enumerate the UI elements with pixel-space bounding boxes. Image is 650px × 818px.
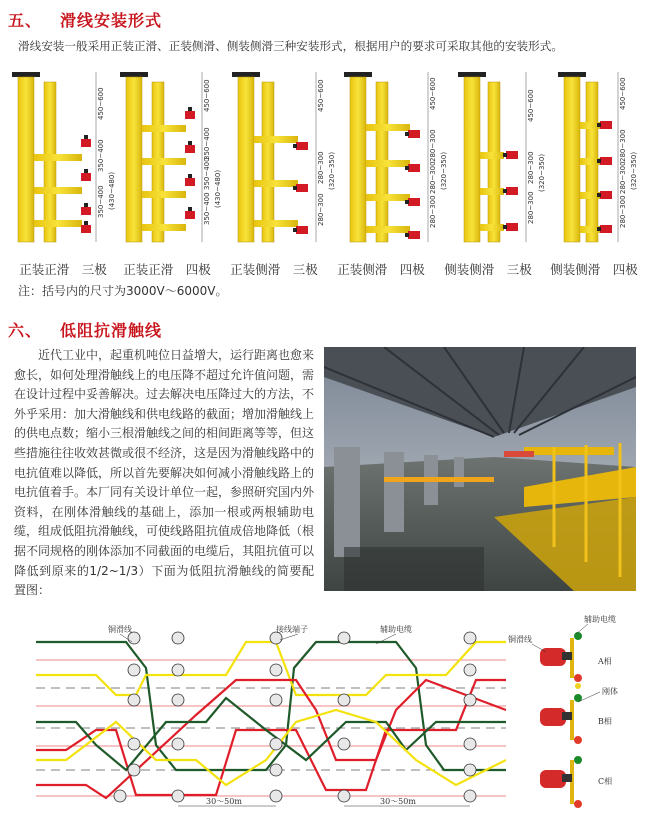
section5-number: 五、 bbox=[8, 11, 43, 30]
section6-title: 低阻抗滑触线 bbox=[60, 321, 163, 340]
dim-top: 450~600 bbox=[317, 79, 325, 112]
mount-unit-4 bbox=[344, 72, 448, 242]
dim-mid: 350~400 bbox=[203, 192, 211, 225]
dim-mid: 350~400 bbox=[203, 157, 211, 190]
dim-hv: (430~480) bbox=[108, 171, 116, 210]
phase-b-label: B相 bbox=[598, 717, 612, 726]
dim-mid: 280~300 bbox=[619, 129, 627, 162]
dim-mid: 280~300 bbox=[619, 195, 627, 228]
low-impedance-wiring-diagram bbox=[36, 620, 506, 818]
dim-mid: 280~300 bbox=[527, 191, 535, 224]
section6-heading bbox=[8, 318, 162, 341]
phase-c-label: C相 bbox=[598, 777, 613, 786]
dim-mid: 280~300 bbox=[317, 151, 325, 184]
cross-section-c bbox=[540, 756, 582, 808]
dim-hv: (320~350) bbox=[538, 153, 546, 192]
cross-section-a bbox=[540, 632, 582, 689]
dim-top: 450~600 bbox=[527, 89, 535, 122]
mount-unit-1 bbox=[12, 72, 116, 242]
dim-mid: 280~300 bbox=[317, 193, 325, 226]
cross-section-b bbox=[540, 694, 582, 744]
caption-5: 侧装侧滑 三极 bbox=[444, 262, 532, 277]
dim-hv: (320~350) bbox=[630, 151, 638, 190]
section6-number: 六、 bbox=[8, 321, 43, 340]
caption-6: 侧装侧滑 四极 bbox=[550, 262, 638, 277]
phase-a-label: A相 bbox=[598, 657, 612, 666]
label-aux-cable: 辅助电缆 bbox=[380, 625, 412, 634]
section-label-copper: 铜滑线 bbox=[508, 635, 532, 644]
dim-hv: (320~350) bbox=[440, 151, 448, 190]
voltage-note: 注：括号内的尺寸为3000V～6000V。 bbox=[18, 284, 228, 298]
crane-workshop-photo bbox=[324, 347, 636, 591]
section-label-aux: 辅助电缆 bbox=[584, 615, 616, 624]
section5-title: 滑线安装形式 bbox=[60, 11, 163, 30]
section5-heading bbox=[8, 8, 162, 31]
dim-mid: 280~300 bbox=[429, 129, 437, 162]
section-label-rigid: 刚体 bbox=[602, 687, 618, 696]
mount-unit-5 bbox=[458, 72, 546, 242]
wiring-lines bbox=[36, 642, 506, 798]
dim-mid: 280~300 bbox=[527, 151, 535, 184]
dim-mid: 350~400 bbox=[97, 185, 105, 218]
dim-mid: 280~300 bbox=[429, 195, 437, 228]
mount-unit-6 bbox=[558, 72, 638, 242]
section6-paragraph bbox=[14, 346, 314, 601]
span-label-1: 30～50m bbox=[206, 797, 242, 806]
mount-unit-3 bbox=[232, 72, 336, 242]
caption-1: 正装正滑 三极 bbox=[19, 262, 107, 277]
dim-mid: 350~400 bbox=[97, 139, 105, 172]
label-terminal: 接线端子 bbox=[276, 625, 308, 634]
paragraph-text: 近代工业中，起重机吨位日益增大，运行距离也愈来愈长，如何处理滑触线上的电压降不超过允许值问题，需在设计过程中妥善解决。过去解决电压降过大的方法，不外乎采用：加大滑触线和供电线路的截面；增加滑触线上的供电点数；缩小三根滑触线之间的相间距离等等，但这些措施往往收效甚微或很不经济，这是因为滑触线路中的电抗值难以降低，所以首先要解决如何减小滑触线路上的电抗值着手。本厂同有关设计单位一起，参照研究国内外资料，在刚体滑触线的基础上，添加一根或两根辅助电缆，组成低阻抗滑触线，可使线路阻抗值成倍地降低（根据不同规格的刚体添加不同截面的电缆后，其阻抗值可以降低到原来的1/2~1/3）下面为低阻抗滑触线的简要配置图： bbox=[14, 348, 315, 598]
span-label-2: 30～50m bbox=[380, 797, 416, 806]
cross-section-diagram bbox=[506, 608, 646, 813]
dim-mid: 280~300 bbox=[619, 161, 627, 194]
dim-mid: 350~400 bbox=[203, 127, 211, 160]
mounting-forms-diagram bbox=[0, 60, 650, 260]
dim-top: 450~600 bbox=[97, 87, 105, 120]
caption-3: 正装侧滑 三极 bbox=[230, 262, 318, 277]
label-copper-rail: 铜滑线 bbox=[108, 625, 132, 634]
mount-unit-2 bbox=[120, 72, 222, 242]
dim-top: 450~600 bbox=[429, 77, 437, 110]
dim-hv: (320~350) bbox=[328, 151, 336, 190]
dim-hv: (430~480) bbox=[214, 169, 222, 208]
section5-intro: 滑线安装一般采用正装正滑、正装侧滑、侧装侧滑三种安装形式，根据用户的要求可采取其他的安装形式。 bbox=[18, 39, 563, 53]
caption-2: 正装正滑 四极 bbox=[123, 262, 211, 277]
dim-top: 450~600 bbox=[619, 77, 627, 110]
dim-mid: 280~300 bbox=[429, 161, 437, 194]
caption-4: 正装侧滑 四极 bbox=[337, 262, 425, 277]
dim-top: 450~600 bbox=[203, 79, 211, 112]
